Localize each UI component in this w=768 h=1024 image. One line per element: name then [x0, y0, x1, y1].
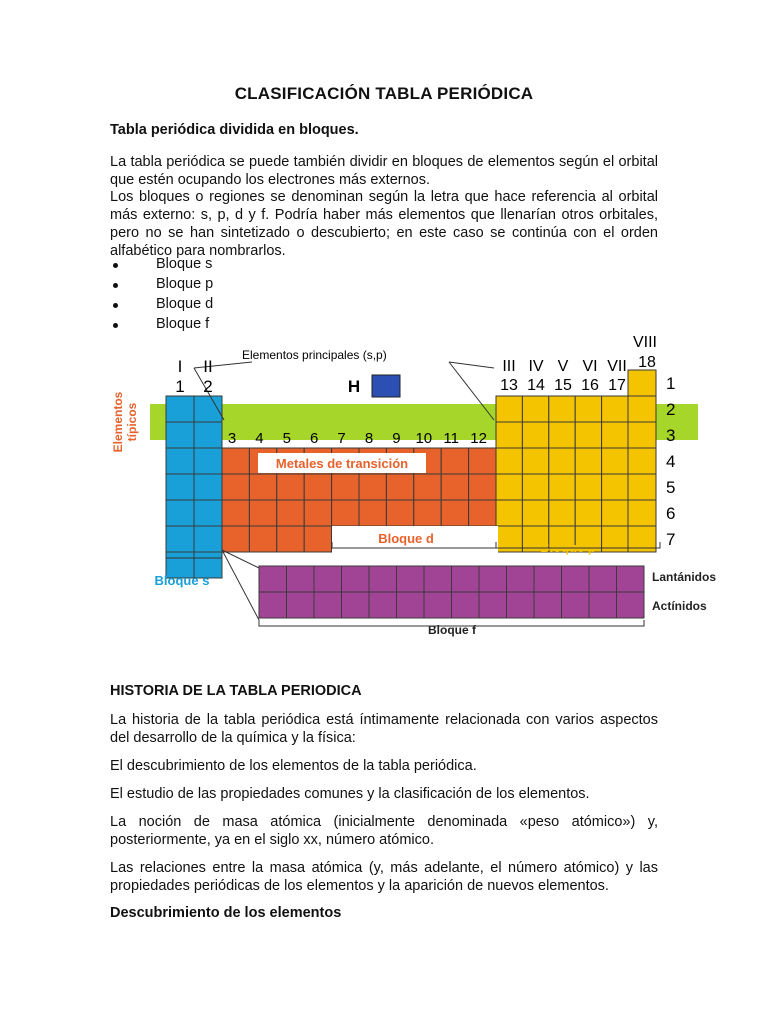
group-number-11: 11: [443, 430, 459, 447]
period-number-4: 4: [666, 452, 676, 471]
f-block: [259, 566, 644, 618]
f-block-cell: [534, 566, 562, 592]
paragraph-properties: El estudio de las propiedades comunes y la clasificación de los elementos.: [110, 786, 590, 802]
f-block-cell: [534, 592, 562, 618]
d-block-cell: [386, 500, 413, 526]
group-number-16: 16: [581, 377, 599, 394]
group-number-12: 12: [470, 430, 487, 447]
s-block-cell: [194, 500, 222, 526]
periodic-table-blocks-diagram: [104, 330, 744, 642]
block-list: [110, 254, 213, 334]
group-roman-13: III: [502, 358, 516, 375]
s-block-cell: [166, 448, 194, 474]
group-number-10: 10: [415, 430, 433, 447]
d-block-cell: [277, 500, 304, 526]
section-heading-history: HISTORIA DE LA TABLA PERIODICA: [110, 683, 362, 699]
f-block-cell: [259, 566, 287, 592]
f-block-cell: [259, 592, 287, 618]
paragraph-relations: Las relaciones entre la masa atómica (y, más adelante, el número atómico) y las propiedades periódicas de los elementos y la aparición de nuevos elementos.: [110, 860, 658, 894]
lanthanides-label: Lantánidos: [652, 570, 717, 584]
main-elements-label: Elementos principales (s,p): [242, 348, 387, 362]
d-block-cell: [469, 500, 496, 526]
p-block-cell: [602, 474, 628, 500]
group-roman-2: II: [203, 357, 213, 376]
paragraph-blocks-intro: La tabla periódica se puede también dividir en bloques de elementos según el orbital que estén ocupando los electrones más externos.: [110, 154, 658, 188]
group-number-15: 15: [554, 377, 572, 394]
period-number-3: 3: [666, 426, 676, 445]
s-block-cell: [194, 422, 222, 448]
d-block-cell: [414, 474, 441, 500]
s-block-cell: [194, 448, 222, 474]
p-block-cell: [522, 474, 548, 500]
s-block-cell: [166, 422, 194, 448]
s-block-cell: [194, 474, 222, 500]
p-block-cell: [496, 448, 522, 474]
d-block-cell: [469, 474, 496, 500]
paragraph-discovery: El descubrimiento de los elementos de la tabla periódica.: [110, 758, 477, 774]
group-number-8: 8: [364, 430, 374, 447]
d-block-cell: [249, 526, 276, 552]
period-number-1: 1: [666, 374, 676, 393]
d-block-cell: [222, 500, 249, 526]
group-roman-16: VI: [582, 358, 598, 375]
d-block-cell: [304, 474, 331, 500]
group-number-5: 5: [282, 430, 291, 447]
paragraph-history-intro: La historia de la tabla periódica está íntimamente relacionada con varios aspectos del desarrollo de la química y la física:: [110, 712, 658, 746]
f-block-cell: [424, 592, 452, 618]
d-block-cell: [222, 474, 249, 500]
paragraph-atomic-mass: La noción de masa atómica (inicialmente denominada «peso atómico») y, posteriormente, ya en el siglo xx, número atómico.: [110, 814, 658, 848]
group-roman-15: V: [557, 358, 569, 375]
group-roman-14: IV: [528, 358, 544, 375]
s-block-cell: [166, 396, 194, 422]
s-block-cell: [194, 526, 222, 552]
f-block-cell: [314, 566, 342, 592]
s-block-cell: [166, 526, 194, 552]
p-block-group18-cell: [628, 474, 656, 500]
f-block-cell: [452, 566, 480, 592]
f-block-cell: [617, 566, 645, 592]
p-block-cell: [602, 422, 628, 448]
f-block-cell: [562, 566, 590, 592]
f-block-cell: [479, 566, 507, 592]
d-block-cell: [277, 474, 304, 500]
f-block-cell: [589, 592, 617, 618]
d-block-cell: [441, 448, 468, 474]
f-block-cell: [397, 566, 425, 592]
d-block-cell: [332, 500, 359, 526]
d-block-cell: [304, 526, 331, 552]
p-block-cell: [549, 474, 575, 500]
p-block-group18-cell: [628, 396, 656, 422]
list-item: Bloque d: [110, 294, 213, 314]
group-number-4: 4: [255, 430, 264, 447]
f-block-cell: [507, 566, 535, 592]
p-block-group18-cell: [628, 500, 656, 526]
paragraph-blocks-naming: Los bloques o regiones se denominan según la letra que hace referencia al orbital más externo: s, p, d y f. Podría haber más elementos que llenarían otros orbitales, pero no se han sintetizado o descubierto; en este caso se continúa con el orden alfabético para nombrarlos.: [110, 189, 658, 259]
f-block-cell: [397, 592, 425, 618]
f-block-cell: [479, 592, 507, 618]
block-s-label: Bloque s: [154, 573, 210, 588]
p-block-cell: [522, 500, 548, 526]
group-number-17: 17: [608, 377, 626, 394]
f-block-cell: [452, 592, 480, 618]
period-number-6: 6: [666, 504, 676, 523]
d-block-cell: [222, 526, 249, 552]
d-block-cell: [222, 448, 249, 474]
block-f-label: Bloque f: [428, 623, 476, 637]
p-block-group18-cell: [628, 448, 656, 474]
group-number-7: 7: [337, 430, 346, 447]
p-block-cell: [575, 474, 601, 500]
p-block-cell: [602, 448, 628, 474]
p-block-cell: [522, 396, 548, 422]
group-number-13: 13: [500, 377, 518, 394]
page-title: CLASIFICACIÓN TABLA PERIÓDICA: [234, 84, 534, 103]
group-number-3: 3: [227, 430, 237, 447]
d-block-cell: [304, 500, 331, 526]
d-block-cell: [359, 474, 386, 500]
p-block-group18-cell: [628, 370, 656, 396]
p-block-cell: [522, 422, 548, 448]
typical-elements-label: [111, 391, 139, 452]
f-block-cell: [507, 592, 535, 618]
d-block-cell: [441, 474, 468, 500]
p-block-cell: [549, 448, 575, 474]
hydrogen-symbol: H: [347, 377, 361, 396]
f-block-cell: [342, 566, 370, 592]
p-block-cell: [575, 500, 601, 526]
d-block-cell: [332, 474, 359, 500]
p-block-cell: [602, 500, 628, 526]
p-block-group18: [628, 370, 656, 552]
typical-label-line2: típicos: [125, 402, 139, 442]
s-block: [166, 396, 222, 578]
p-block-cell: [496, 500, 522, 526]
group-number-2: 2: [203, 377, 213, 396]
f-block-cell: [369, 592, 397, 618]
d-block-cell: [441, 500, 468, 526]
f-block-cell: [424, 566, 452, 592]
d-block-cell: [469, 448, 496, 474]
f-block-cell: [562, 592, 590, 618]
section-heading-blocks: Tabla periódica dividida en bloques.: [110, 122, 359, 138]
p-block-cell: [602, 396, 628, 422]
p-block-cell: [496, 474, 522, 500]
hydrogen-cell: [372, 375, 400, 397]
transition-metals-label: Metales de transición: [275, 456, 409, 471]
d-block-cell: [386, 474, 413, 500]
group-number-18: 18: [638, 354, 656, 371]
p-block-cell: [549, 422, 575, 448]
block-p-label: Bloque p: [540, 540, 596, 555]
f-block-cell: [287, 566, 315, 592]
list-item: Bloque f: [110, 314, 213, 334]
block-d-label: Bloque d: [378, 531, 434, 546]
s-block-cell: [166, 474, 194, 500]
group-roman-1: I: [177, 357, 183, 376]
p-block-cell: [549, 500, 575, 526]
p-block-cell: [575, 448, 601, 474]
period-number-2: 2: [666, 400, 676, 419]
period-number-5: 5: [666, 478, 676, 497]
f-block-cell: [589, 566, 617, 592]
f-block-cell: [617, 592, 645, 618]
d-block-cell: [249, 500, 276, 526]
d-block-cell: [277, 526, 304, 552]
group-number-9: 9: [392, 430, 401, 447]
group-number-1: 1: [175, 377, 185, 396]
group-roman-17: VII: [607, 358, 627, 375]
p-block-cell: [549, 396, 575, 422]
d-block-cell: [414, 500, 441, 526]
p-block-cell: [496, 396, 522, 422]
p-block-cell: [575, 422, 601, 448]
actinides-label: Actínidos: [652, 599, 707, 613]
typical-label-line1: Elementos: [111, 391, 125, 453]
period-number-7: 7: [666, 530, 676, 549]
p-block-cell: [575, 396, 601, 422]
list-item: Bloque s: [110, 254, 213, 274]
list-item: Bloque p: [110, 274, 213, 294]
group-number-14: 14: [527, 377, 545, 394]
f-block-cell: [287, 592, 315, 618]
d-block-cell: [249, 474, 276, 500]
group-number-6: 6: [310, 430, 319, 447]
p-block-cell: [522, 448, 548, 474]
section-subheading-discovery: Descubrimiento de los elementos: [110, 905, 342, 921]
f-block-cell: [342, 592, 370, 618]
group-roman-18: VIII: [632, 334, 658, 351]
f-block-cell: [314, 592, 342, 618]
p-block-cell: [496, 422, 522, 448]
s-block-cell: [166, 500, 194, 526]
p-block-group18-cell: [628, 422, 656, 448]
f-block-cell: [369, 566, 397, 592]
p-block: [496, 396, 628, 552]
d-block-cell: [359, 500, 386, 526]
